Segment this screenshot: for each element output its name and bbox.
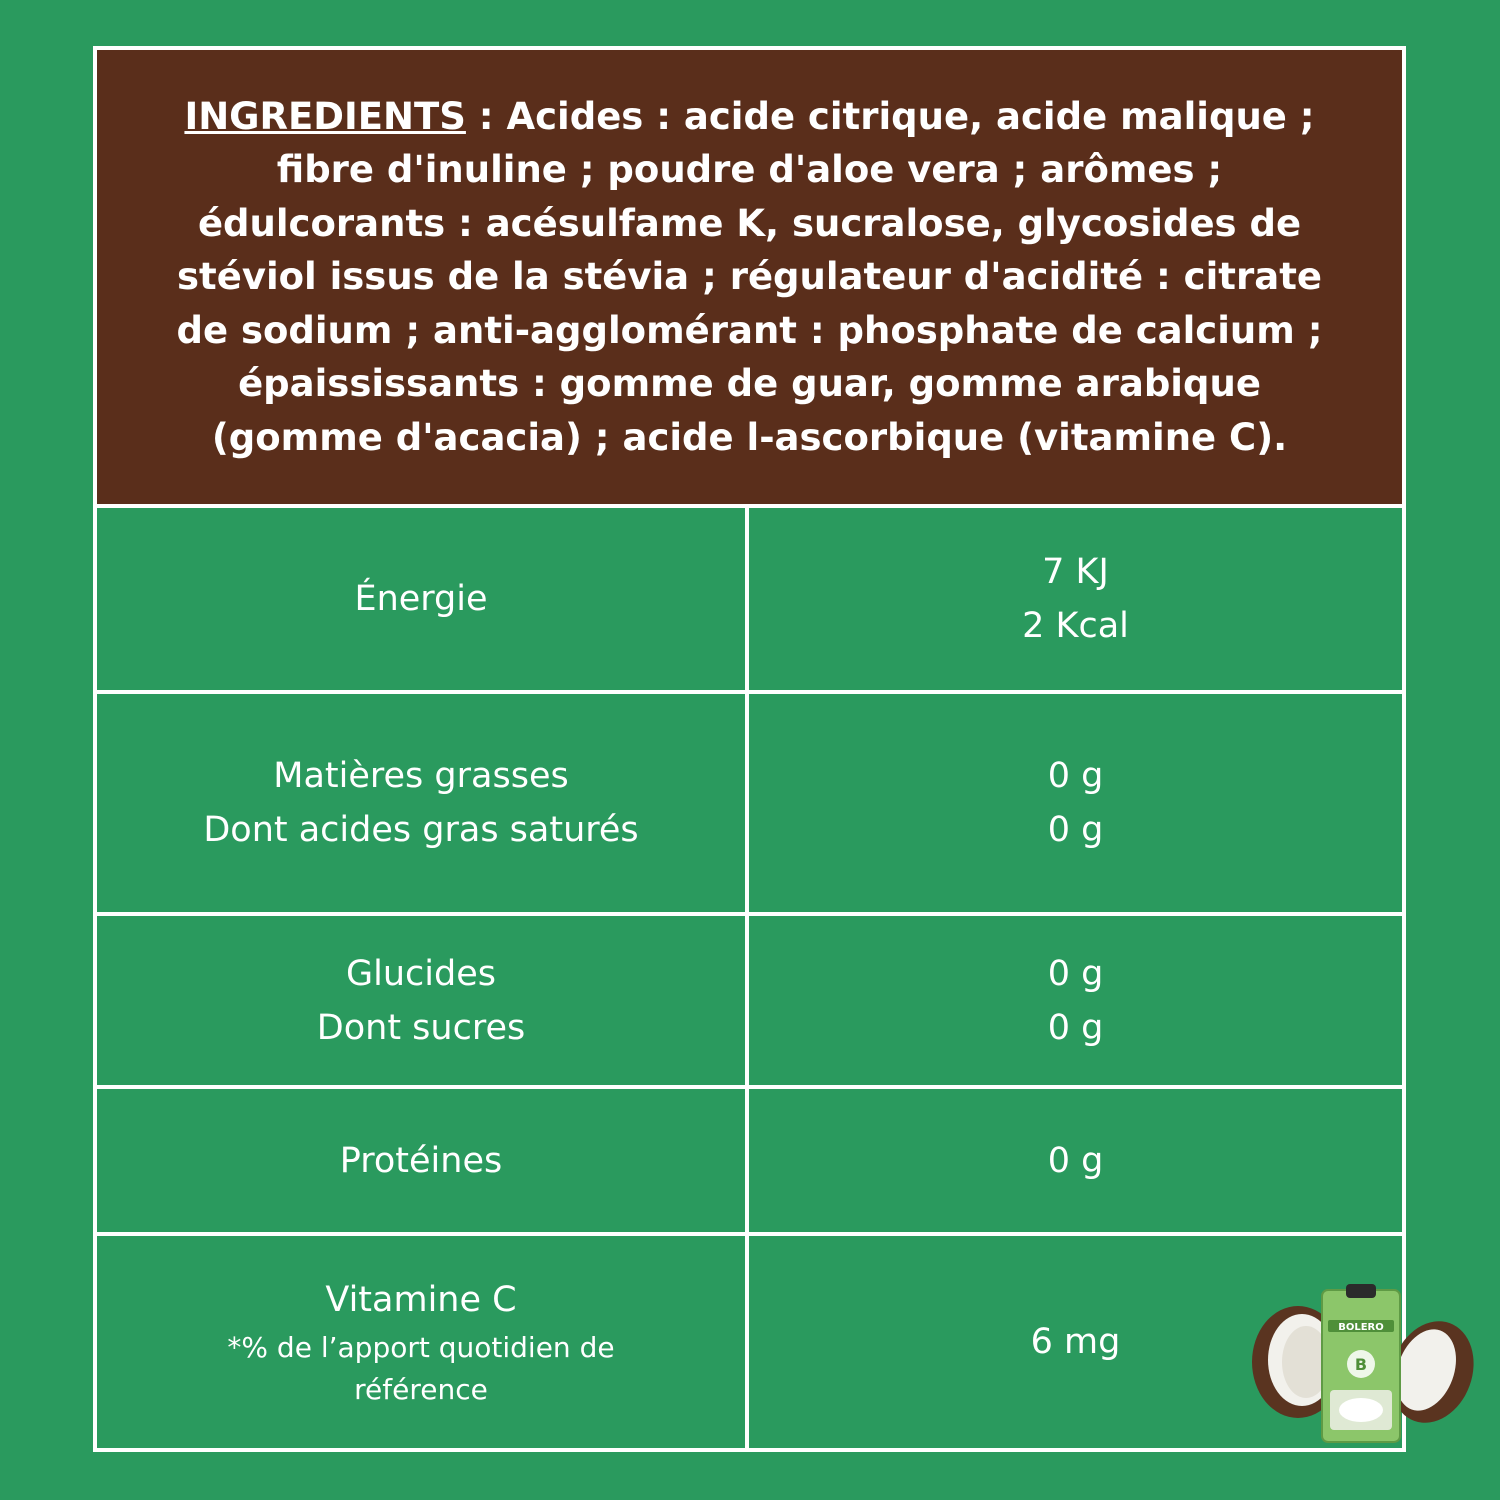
- table-row-fat: [97, 690, 1402, 912]
- energy-value-kj: 7 KJ: [1042, 552, 1109, 592]
- table-row-carbs: [97, 912, 1402, 1085]
- energy-label: Énergie: [354, 579, 488, 619]
- nutrition-panel: [93, 46, 1406, 1452]
- reference-intake-note: *% de l’apport quotidien de référence: [227, 1331, 615, 1406]
- sugars-value: 0 g: [1047, 1007, 1104, 1048]
- fat-label: Matières grasses: [273, 756, 569, 796]
- sugars-label: Dont sucres: [316, 1007, 526, 1048]
- saturated-fat-label: Dont acides gras saturés: [203, 810, 639, 850]
- sachet-brand: BOLERO: [1338, 1322, 1384, 1333]
- vitamin-c-value: 6 mg: [1030, 1322, 1121, 1362]
- table-row-energy: [97, 508, 1402, 690]
- product-coconut-image: [1250, 1282, 1475, 1447]
- vitamin-c-label: Vitamine C: [325, 1280, 517, 1320]
- bolero-sachet-icon: [1322, 1284, 1400, 1442]
- ingredients-text: : Acides : acide citrique, acide malique ; fibre d'inuline ; poudre d'aloe vera ; arômes ; édulcorants : acésulfame K, sucralose, glycosides de stéviol issus de la stévia ; régulateur d'acidité : citrate de sodium ; anti-agglomérant : phosphate de calcium ; épaississants : gomme de guar, gomme arabique (gomme d'acacia) ; acide l-ascorbique (vitamine C).: [176, 94, 1323, 459]
- energy-value-kcal: 2 Kcal: [1022, 606, 1129, 646]
- protein-value: 0 g: [1047, 1140, 1104, 1181]
- sachet-badge: B: [1354, 1355, 1368, 1374]
- table-row-protein: [97, 1085, 1402, 1232]
- table-row-vitamin-c: [97, 1232, 1402, 1448]
- protein-label-cell: [97, 1089, 749, 1232]
- protein-label: Protéines: [339, 1140, 503, 1181]
- protein-value-cell: [749, 1089, 1402, 1232]
- saturated-fat-value: 0 g: [1047, 810, 1104, 850]
- fat-value-cell: [749, 694, 1402, 912]
- ingredients-label: INGREDIENTS: [184, 94, 466, 138]
- carbs-label: Glucides: [346, 953, 496, 994]
- carbs-value: 0 g: [1047, 953, 1104, 994]
- energy-value-cell: [749, 508, 1402, 690]
- fat-value: 0 g: [1047, 756, 1104, 796]
- energy-label-cell: [97, 508, 749, 690]
- nutrition-table: [97, 508, 1402, 1448]
- carbs-label-cell: [97, 916, 749, 1085]
- vitamin-c-label-cell: [97, 1236, 749, 1448]
- ingredients-box: [97, 50, 1402, 508]
- fat-label-cell: [97, 694, 749, 912]
- carbs-value-cell: [749, 916, 1402, 1085]
- ingredients-paragraph: [147, 90, 1352, 465]
